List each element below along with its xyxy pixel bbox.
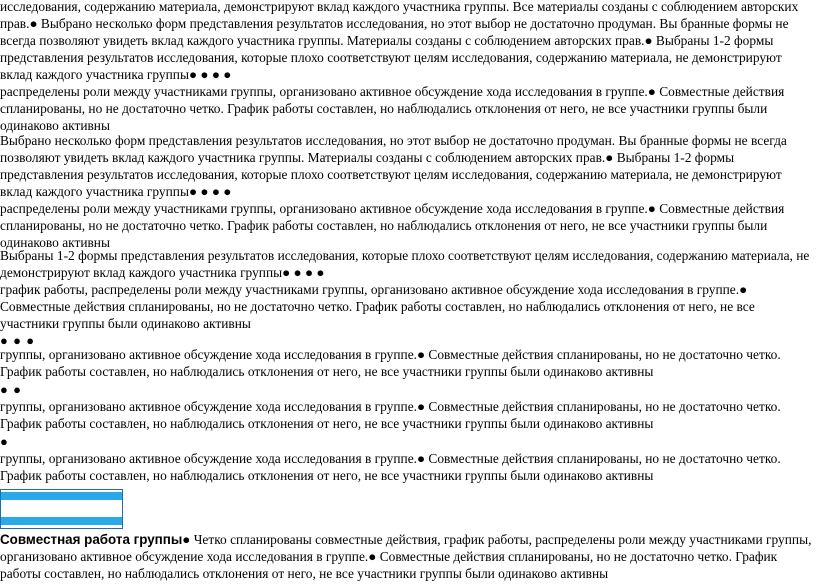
criteria-block-1 <box>0 0 812 134</box>
block1-text-2: распределены роли между участниками группы, организовано активное обсуждение хода исследования в группе.● Совместные действия спланированы, но не достаточно четко. График работы составлен, но наблюдались отклонения от него, не все участники группы были одинаково активны <box>0 84 785 133</box>
criteria-block-5: группы, организовано активное обсуждение хода исследования в группе.● Совместные действия спланированы, но не достаточно четко. График работы составлен, но наблюдались отклонения от него, не все участники группы были одинаково активны <box>0 399 781 431</box>
banner-stripe-top <box>1 492 122 500</box>
decorative-banner <box>0 489 123 529</box>
bullet-dots-2: ● ● <box>0 382 22 397</box>
block2-text-2: распределены роли между участниками группы, организовано активное обсуждение хода исследования в группе.● Совместные действия спланированы, но не достаточно четко. График работы составлен, но наблюдались отклонения от него, не все участники группы были одинаково активны <box>0 201 785 250</box>
block1-text-1: исследования, содержанию материала, демонстрируют вклад каждого участника группы. Все материалы созданы с соблюдением авторских прав.● Выбрано несколько форм представления результатов исследования, но этот выбор не достаточно продуман. Вы бранные формы не всегда позволяют увидеть вклад каждого участника группы. Материалы созданы с соблюдением авторских прав.● Выбраны 1-2 формы представления результатов исследования, которые плохо соответствуют целям исследования, содержанию материала, не демонстрируют вклад каждого участника группы● ● ● ● <box>0 0 799 82</box>
block2-text-1: Выбрано несколько форм представления результатов исследования, но этот выбор не достаточно продуман. Вы бранные формы не всегда позволяют увидеть вклад каждого участника группы. Материалы созданы с соблюдением авторских прав.● Выбраны 1-2 формы представления результатов исследования, которые плохо соответствуют целям исследования, содержанию материала, не демонстрируют вклад каждого участника группы● ● ● ● <box>0 133 787 199</box>
group-work-section <box>0 531 812 582</box>
banner-stripe-bottom <box>1 517 122 525</box>
block3-text-1: Выбраны 1-2 формы представления результатов исследования, которые плохо соответствуют целям исследования, содержанию материала, не демонстрируют вклад каждого участника группы● ● ● ● <box>0 248 810 280</box>
bullet-dots-3: ● ● ● <box>0 333 36 348</box>
group-work-text: Четко спланированы совместные действия, график работы, распределены роли между участниками группы, организовано активное обсуждение хода исследования в группе.● Совместные действия спланированы, но не достаточно четко. График работы составлен, но наблюдались отклонения от него, не все участники группы были одинаково активны <box>0 532 812 581</box>
criteria-block-6: группы, организовано активное обсуждение хода исследования в группе.● Совместные действия спланированы, но не достаточно четко. График работы составлен, но наблюдались отклонения от него, не все участники группы были одинаково активны <box>0 451 781 483</box>
criteria-block-4: группы, организовано активное обсуждение хода исследования в группе.● Совместные действия спланированы, но не достаточно четко. График работы составлен, но наблюдались отклонения от него, не все участники группы были одинаково активны <box>0 347 781 379</box>
block3-text-2: график работы, распределены роли между участниками группы, организовано активное обсуждение хода исследования в группе.● Совместные действия спланированы, но не достаточно четко. График работы составлен, но наблюдались отклонения от него, не все участники группы были одинаково активны <box>0 282 755 331</box>
group-work-heading: Совместная работа группы● <box>0 532 191 547</box>
bullet-dots-1: ● <box>0 434 9 449</box>
criteria-block-2 <box>0 132 812 251</box>
criteria-block-3 <box>0 247 812 332</box>
